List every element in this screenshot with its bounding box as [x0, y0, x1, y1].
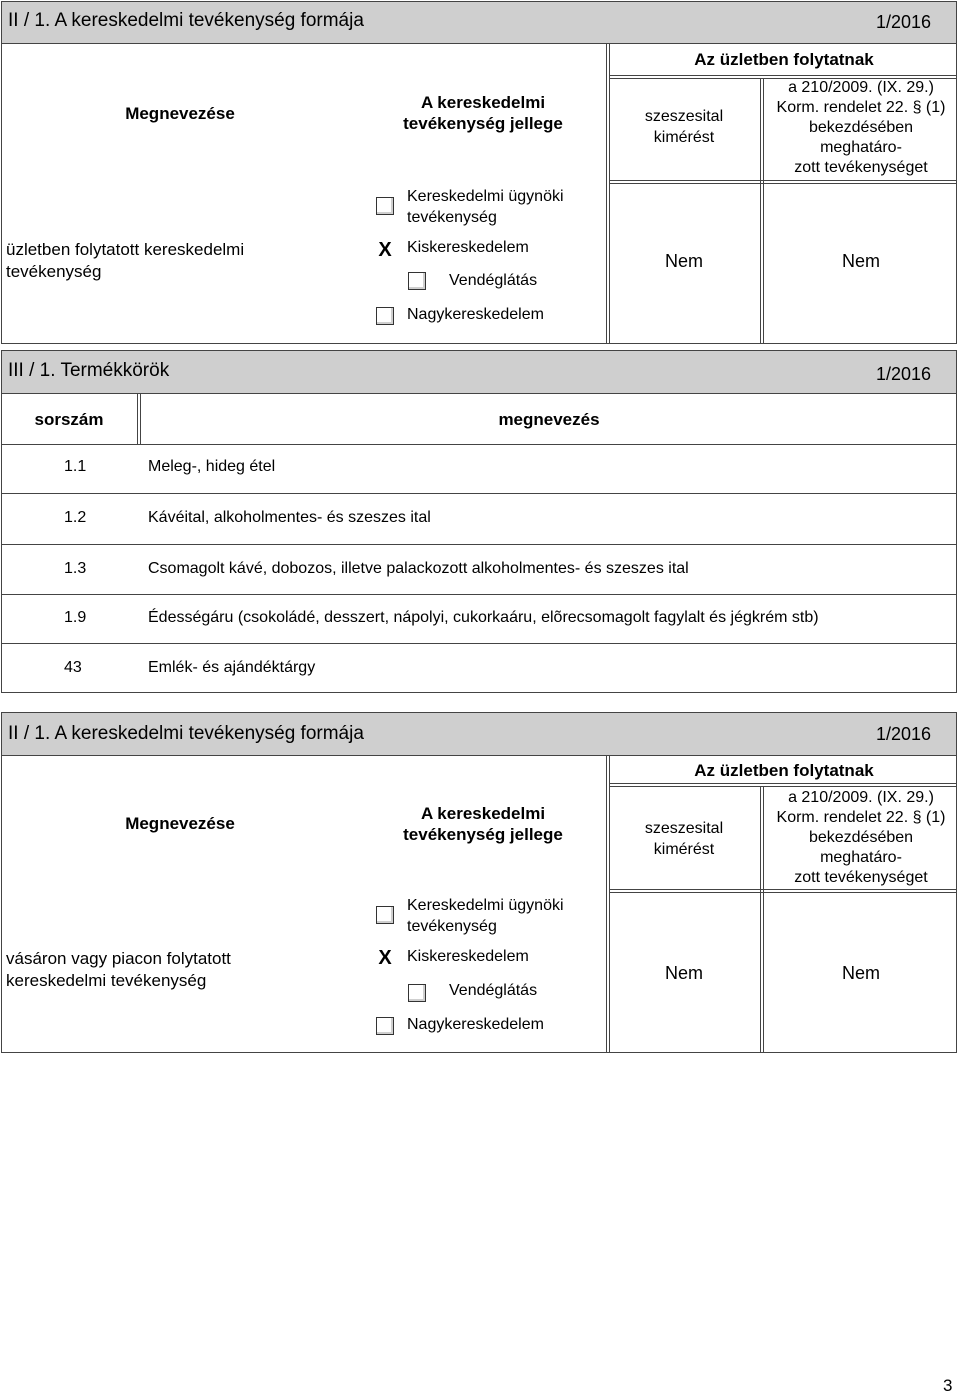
- divider: [609, 783, 957, 784]
- checkbox-wholesale[interactable]: [376, 307, 394, 325]
- divider: [760, 78, 761, 344]
- option-hospitality: Vendéglátás: [449, 982, 538, 999]
- divider: [1, 594, 957, 595]
- section3-title: II / 1. A kereskedelmi tevékenység formája: [8, 723, 364, 744]
- divider: [1, 643, 957, 644]
- page-number: 3: [943, 1376, 953, 1395]
- section2-title: III / 1. Termékkörök: [8, 360, 170, 381]
- col-name-header: Megnevezése: [125, 814, 235, 833]
- divider: [763, 786, 764, 1053]
- col-num-header: sorszám: [34, 410, 104, 429]
- option-retail: Kiskereskedelem: [407, 239, 529, 256]
- alcohol-value: Nem: [664, 963, 703, 983]
- section3-year: 1/2016: [876, 724, 932, 744]
- checkbox-wholesale[interactable]: [376, 1017, 394, 1035]
- product-num: 1.1: [64, 458, 87, 475]
- checkbox-hospitality[interactable]: [408, 984, 426, 1002]
- option-hospitality: Vendéglátás: [449, 272, 538, 289]
- divider: [140, 394, 141, 444]
- col-decree-header: a 210/2009. (IX. 29.) Korm. rendelet 22. § (1) bekezdésében meghatáro- zott tevékenységet: [776, 789, 946, 886]
- divider: [609, 892, 957, 893]
- option-wholesale: Nagykereskedelem: [407, 1016, 544, 1033]
- section1-year: 1/2016: [876, 12, 932, 32]
- product-name: Emlék- és ajándéktárgy: [148, 659, 316, 676]
- divider: [763, 78, 764, 344]
- decree-value: Nem: [841, 963, 880, 983]
- product-num: 1.9: [64, 609, 87, 626]
- divider: [1, 444, 957, 445]
- product-num: 1.2: [64, 509, 87, 526]
- row-label: vásáron vagy piacon folytatott kereskedelmi tevékenység: [6, 949, 231, 990]
- product-num: 1.3: [64, 560, 87, 577]
- col-nature-header: A kereskedelmi tevékenység jellege: [403, 93, 563, 133]
- col-nature-header: A kereskedelmi tevékenység jellege: [403, 804, 563, 844]
- option-wholesale: Nagykereskedelem: [407, 306, 544, 323]
- product-name: Meleg-, hideg étel: [148, 458, 276, 475]
- checkbox-retail[interactable]: X: [376, 241, 394, 259]
- divider: [1, 544, 957, 545]
- col-name-header: Megnevezése: [125, 104, 235, 123]
- divider: [609, 183, 957, 184]
- decree-value: Nem: [841, 251, 880, 271]
- divider: [609, 786, 957, 787]
- divider: [609, 889, 957, 890]
- option-agent: Kereskedelmi ügynöki tevékenység: [407, 188, 564, 226]
- divider: [609, 44, 610, 344]
- divider: [137, 394, 138, 444]
- col-product-header: megnevezés: [498, 410, 600, 429]
- divider: [606, 756, 607, 1053]
- product-name: Csomagolt kávé, dobozos, illetve palackozott alkoholmentes- és szeszes ital: [148, 560, 689, 577]
- divider: [760, 786, 761, 1053]
- col-alcohol-header: szeszesital kimérést: [644, 820, 724, 858]
- option-agent: Kereskedelmi ügynöki tevékenység: [407, 897, 564, 935]
- checkbox-retail[interactable]: X: [376, 949, 394, 967]
- col-shop-header: Az üzletben folytatnak: [694, 761, 874, 780]
- row-label: üzletben folytatott kereskedelmi tevékenység: [6, 240, 245, 281]
- alcohol-value: Nem: [664, 251, 703, 271]
- product-num: 43: [64, 659, 82, 676]
- option-retail: Kiskereskedelem: [407, 948, 529, 965]
- section1-title: II / 1. A kereskedelmi tevékenység formája: [8, 10, 364, 31]
- checkbox-agent[interactable]: [376, 906, 394, 924]
- col-decree-header: a 210/2009. (IX. 29.) Korm. rendelet 22. § (1) bekezdésében meghatáro- zott tevékenységet: [776, 79, 946, 176]
- divider: [609, 180, 957, 181]
- divider: [609, 756, 610, 1053]
- col-shop-header: Az üzletben folytatnak: [694, 50, 874, 69]
- divider: [609, 75, 957, 76]
- col-alcohol-header: szeszesital kimérést: [644, 108, 724, 146]
- product-name: Kávéital, alkoholmentes- és szeszes ital: [148, 509, 431, 526]
- divider: [1, 493, 957, 494]
- checkbox-hospitality[interactable]: [408, 272, 426, 290]
- divider: [606, 44, 607, 344]
- section2-year: 1/2016: [876, 364, 932, 384]
- product-name: Édességáru (csokoládé, desszert, nápolyi, cukorkaáru, elõrecsomagolt fagylalt és jégkrém stb): [148, 609, 819, 626]
- checkbox-agent[interactable]: [376, 197, 394, 215]
